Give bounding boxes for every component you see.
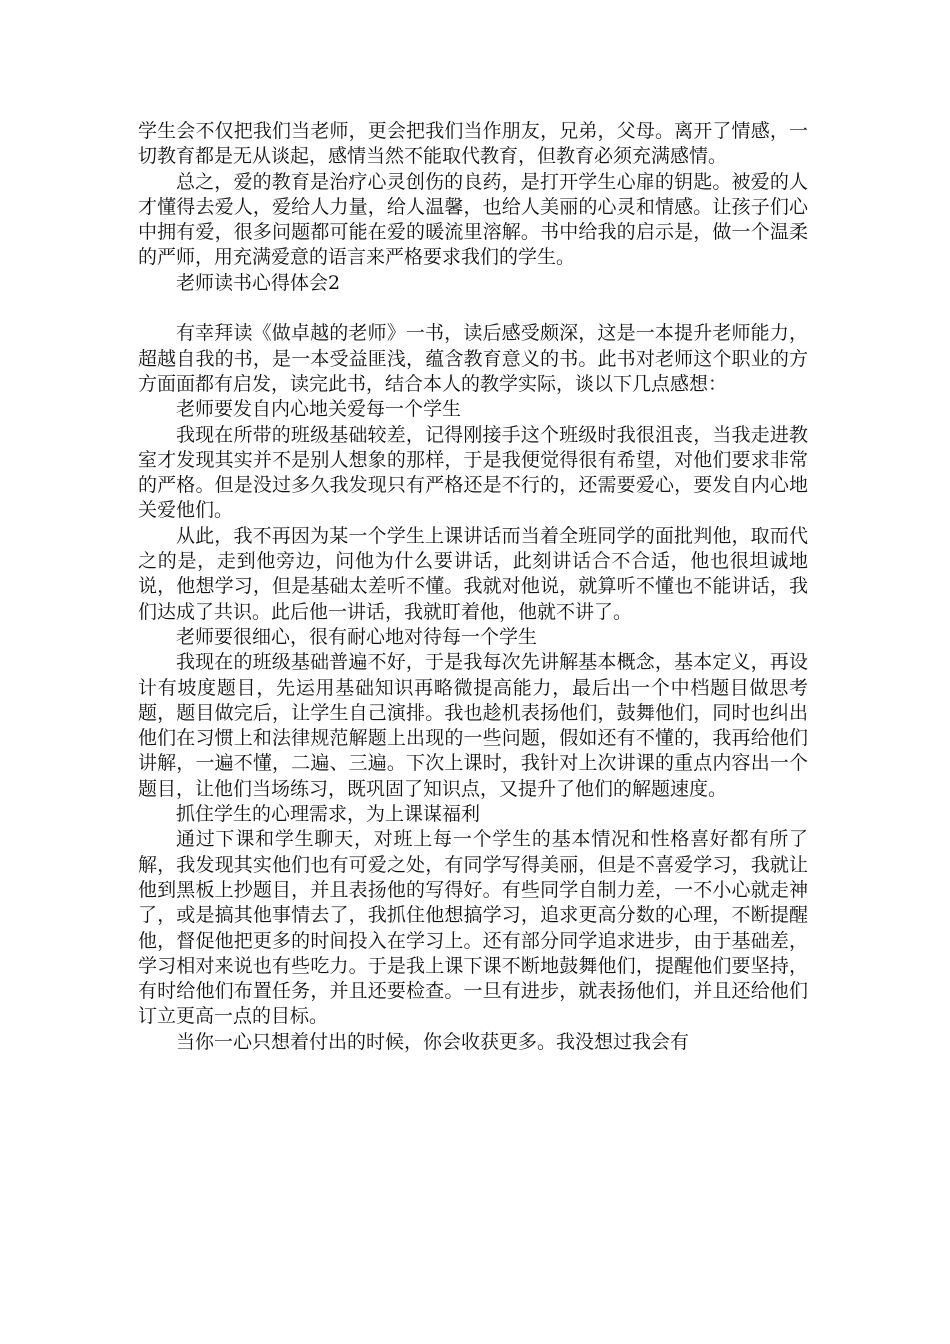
- paragraph-1: 学生会不仅把我们当老师，更会把我们当作朋友，兄弟，父母。离开了情感，一切教育都是无从谈起，感情当然不能取代教育，但教育必须充满感情。: [138, 120, 808, 168]
- paragraph-2: 总之，爱的教育是治疗心灵创伤的良药，是打开学生心扉的钥匙。被爱的人才懂得去爱人，爱给人力量，给人温馨，也给人美丽的心灵和情感。让孩子们心中拥有爱，很多问题都可能在爱的暖流里溶解。书中给我的启示是，做一个温柔的严师，用充满爱意的语言来严格要求我们的学生。: [138, 170, 808, 269]
- heading-3: 抓住学生的心理需求，为上课谋福利: [176, 803, 481, 826]
- paragraph-4: 我现在所带的班级基础较差，记得刚接手这个班级时我很沮丧，当我走进教室才发现其实并不是别人想象的那样，于是我便觉得很有希望，对他们要求非常的严格。但是没过多久我发现只有严格还是不行的，还需要爱心，要发自内心地关爱他们。: [138, 423, 808, 522]
- heading-1: 老师要发自内心地关爱每一个学生: [176, 398, 462, 421]
- paragraph-5: 从此，我不再因为某一个学生上课讲话而当着全班同学的面批判他，取而代之的是，走到他旁边，问他为什么要讲话，此刻讲话合不合适，他也很坦诚地说，他想学习，但是基础太差听不懂。我就对他说，就算听不懂也不能讲话，我们达成了共识。此后他一讲话，我就盯着他，他就不讲了。: [138, 524, 808, 623]
- paragraph-6: 我现在的班级基础普遍不好，于是我每次先讲解基本概念，基本定义，再设计有坡度题目，先运用基础知识再略微提高能力，最后出一个中档题目做思考题，题目做完后，让学生自己演排。我也趁机表扬他们，鼓舞他们，同时也纠出他们在习惯上和法律规范解题上出现的一些问题，假如还有不懂的，我再给他们讲解，一遍不懂，二遍、三遍。下次上课时，我针对上次讲课的重点内容出一个题目，让他们当场练习，既巩固了知识点，又提升了他们的解题速度。: [138, 651, 808, 800]
- paragraph-3: 有幸拜读《做卓越的老师》一书，读后感受颇深，这是一本提升老师能力，超越自我的书，是一本受益匪浅，蕴含教育意义的书。此书对老师这个职业的方方面面都有启发，读完此书，结合本人的教学实际，谈以下几点感想：: [138, 322, 808, 395]
- heading-2: 老师要很细心，很有耐心地对待每一个学生: [176, 625, 538, 648]
- blank-line: [138, 296, 808, 321]
- document-body: [138, 119, 808, 1055]
- section-title: 老师读书心得体会2: [176, 271, 341, 294]
- paragraph-7: 通过下课和学生聊天，对班上每一个学生的基本情况和性格喜好都有所了解，我发现其实他们也有可爱之处，有同学写得美丽，但是不喜爱学习，我就让他到黑板上抄题目，并且表扬他的写得好。有些同学自制力差，一不小心就走神了，或是搞其他事情去了，我抓住他想搞学习，追求更高分数的心理，不断提醒他，督促他把更多的时间投入在学习上。还有部分同学追求进步，由于基础差，学习相对来说也有些吃力。于是我上课下课不断地鼓舞他们，提醒他们要坚持，有时给他们布置任务，并且还要检查。一旦有进步，就表扬他们，并且还给他们订立更高一点的目标。: [138, 828, 808, 1028]
- paragraph-8: 当你一心只想着付出的时候，你会收获更多。我没想过我会有: [176, 1030, 690, 1053]
